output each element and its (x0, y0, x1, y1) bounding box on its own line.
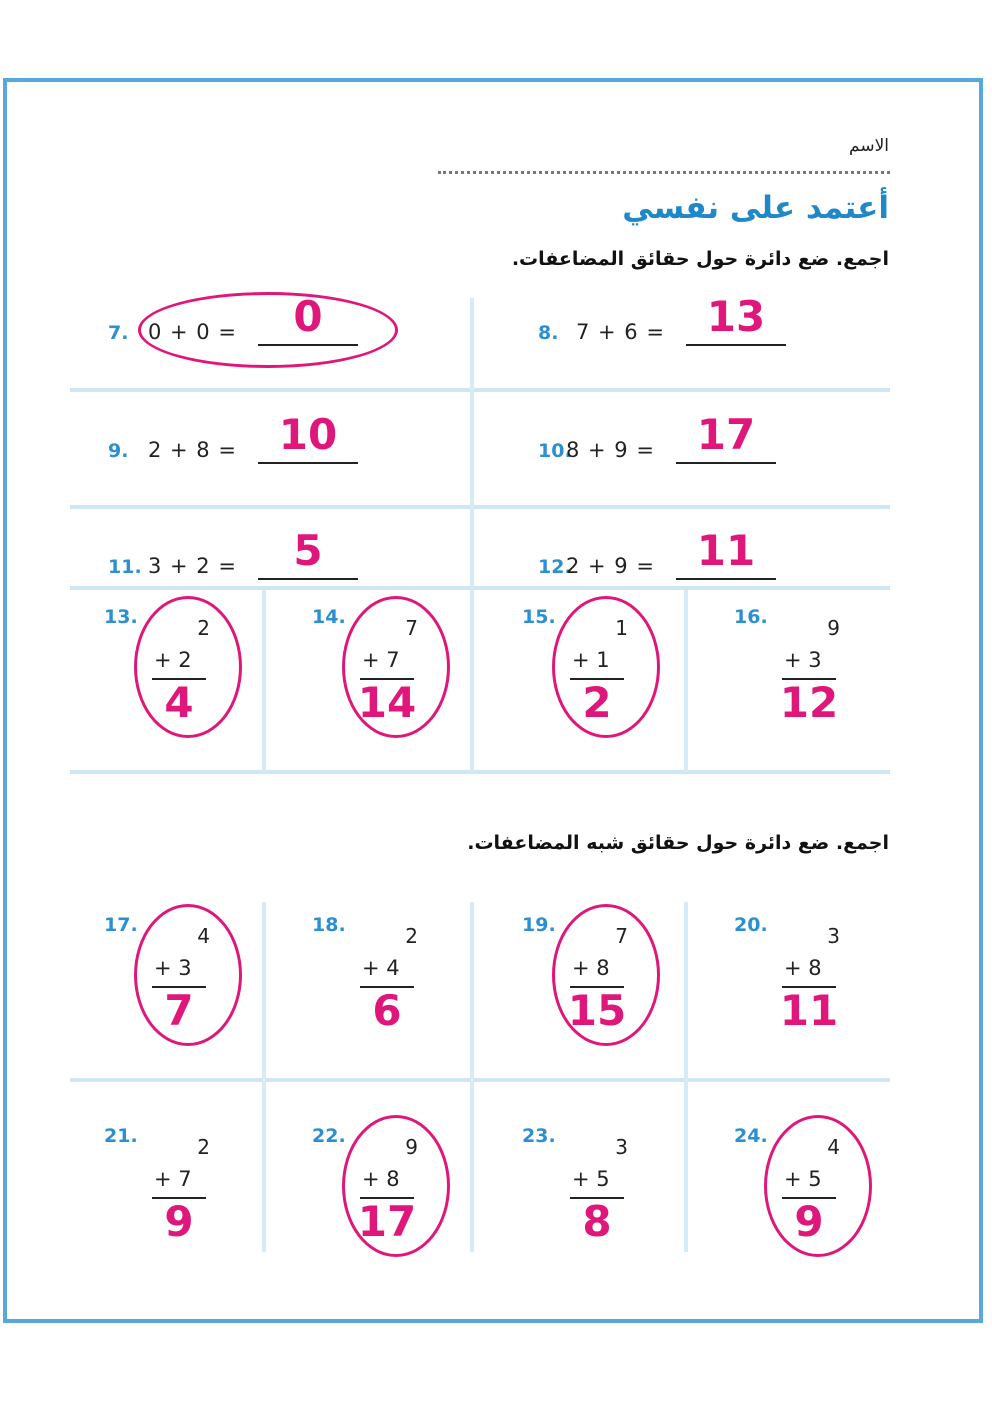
problem-number: 18. (312, 914, 346, 936)
problem-number: 12. (538, 556, 572, 578)
problem-number: 22. (312, 1125, 346, 1147)
problem-number: 17. (104, 914, 138, 936)
page-title: أعتمد على نفسي (622, 190, 889, 226)
name-field-line[interactable] (438, 171, 890, 174)
answer-value: 7 (164, 986, 194, 1035)
problem-expression: 0 + 0 = (148, 320, 237, 344)
problem-number: 13. (104, 606, 138, 628)
problem-expression: 7 + 6 = (576, 320, 665, 344)
answer-line[interactable] (676, 462, 776, 464)
addend-bottom: + 8 (362, 1167, 400, 1191)
answer-circle (342, 596, 450, 738)
addend-bottom: + 8 (572, 956, 610, 980)
answer-circle (764, 1115, 872, 1257)
answer-value: 14 (357, 678, 417, 727)
problem-number: 21. (104, 1125, 138, 1147)
addend-top: 7 (405, 616, 418, 640)
problem-number: 20. (734, 914, 768, 936)
addend-top: 1 (615, 616, 628, 640)
addend-bottom: + 3 (154, 956, 192, 980)
addend-top: 9 (405, 1135, 418, 1159)
grid-line (70, 505, 890, 509)
answer-value: 17 (357, 1197, 417, 1246)
answer-value: 12 (779, 678, 839, 727)
answer-circle (552, 904, 660, 1046)
addend-bottom: + 1 (572, 648, 610, 672)
addend-bottom: + 5 (572, 1167, 610, 1191)
addend-bottom: + 8 (784, 956, 822, 980)
problem-expression: 8 + 9 = (566, 438, 655, 462)
addend-top: 2 (197, 616, 210, 640)
answer-line[interactable] (676, 578, 776, 580)
answer-value: 4 (164, 678, 194, 727)
answer-line[interactable] (686, 344, 786, 346)
answer-circle (138, 292, 398, 368)
answer-circle (342, 1115, 450, 1257)
addend-top: 7 (615, 924, 628, 948)
addend-bottom: + 2 (154, 648, 192, 672)
grid-line (70, 770, 890, 774)
answer-circle (134, 904, 242, 1046)
answer-value: 10 (278, 410, 338, 459)
problem-number: 15. (522, 606, 556, 628)
answer-line[interactable] (258, 578, 358, 580)
addend-bottom: + 7 (154, 1167, 192, 1191)
answer-value: 11 (779, 986, 839, 1035)
addend-top: 3 (615, 1135, 628, 1159)
answer-value: 5 (293, 526, 323, 575)
grid-line (70, 1078, 890, 1082)
answer-value: 9 (164, 1197, 194, 1246)
addend-bottom: + 5 (784, 1167, 822, 1191)
answer-value: 17 (696, 410, 756, 459)
addend-top: 9 (827, 616, 840, 640)
problem-expression: 3 + 2 = (148, 554, 237, 578)
problem-number: 16. (734, 606, 768, 628)
addend-top: 4 (827, 1135, 840, 1159)
problem-number: 14. (312, 606, 346, 628)
grid-line (470, 298, 474, 588)
grid-line (70, 586, 890, 590)
grid-line (470, 590, 474, 772)
name-label: الاسم (849, 136, 889, 156)
addend-bottom: + 7 (362, 648, 400, 672)
problem-number: 8. (538, 322, 559, 344)
problem-number: 7. (108, 322, 129, 344)
answer-value: 13 (706, 292, 766, 341)
answer-value: 6 (372, 986, 402, 1035)
addend-top: 2 (405, 924, 418, 948)
problem-number: 23. (522, 1125, 556, 1147)
grid-line (684, 902, 688, 1252)
grid-line (262, 590, 266, 772)
problem-number: 19. (522, 914, 556, 936)
addend-top: 4 (197, 924, 210, 948)
problem-expression: 2 + 8 = (148, 438, 237, 462)
instruction-doubles: اجمع. ضع دائرة حول حقائق المضاعفات. (511, 248, 889, 270)
problem-number: 9. (108, 440, 129, 462)
grid-line (70, 388, 890, 392)
grid-line (470, 902, 474, 1252)
addend-top: 2 (197, 1135, 210, 1159)
problem-expression: 2 + 9 = (566, 554, 655, 578)
addend-bottom: + 4 (362, 956, 400, 980)
answer-line[interactable] (258, 462, 358, 464)
answer-circle (552, 596, 660, 738)
grid-line (684, 590, 688, 772)
addend-bottom: + 3 (784, 648, 822, 672)
answer-value: 9 (794, 1197, 824, 1246)
addend-top: 3 (827, 924, 840, 948)
instruction-near-doubles: اجمع. ضع دائرة حول حقائق شبه المضاعفات. (467, 832, 889, 854)
grid-line (262, 902, 266, 1252)
answer-value: 15 (567, 986, 627, 1035)
answer-value: 8 (582, 1197, 612, 1246)
problem-number: 11. (108, 556, 142, 578)
problem-number: 24. (734, 1125, 768, 1147)
answer-value: 2 (582, 678, 612, 727)
problem-number: 10. (538, 440, 572, 462)
answer-value: 11 (696, 526, 756, 575)
copyright-note (932, 980, 948, 1270)
answer-value: 0 (293, 292, 323, 341)
answer-circle (134, 596, 242, 738)
